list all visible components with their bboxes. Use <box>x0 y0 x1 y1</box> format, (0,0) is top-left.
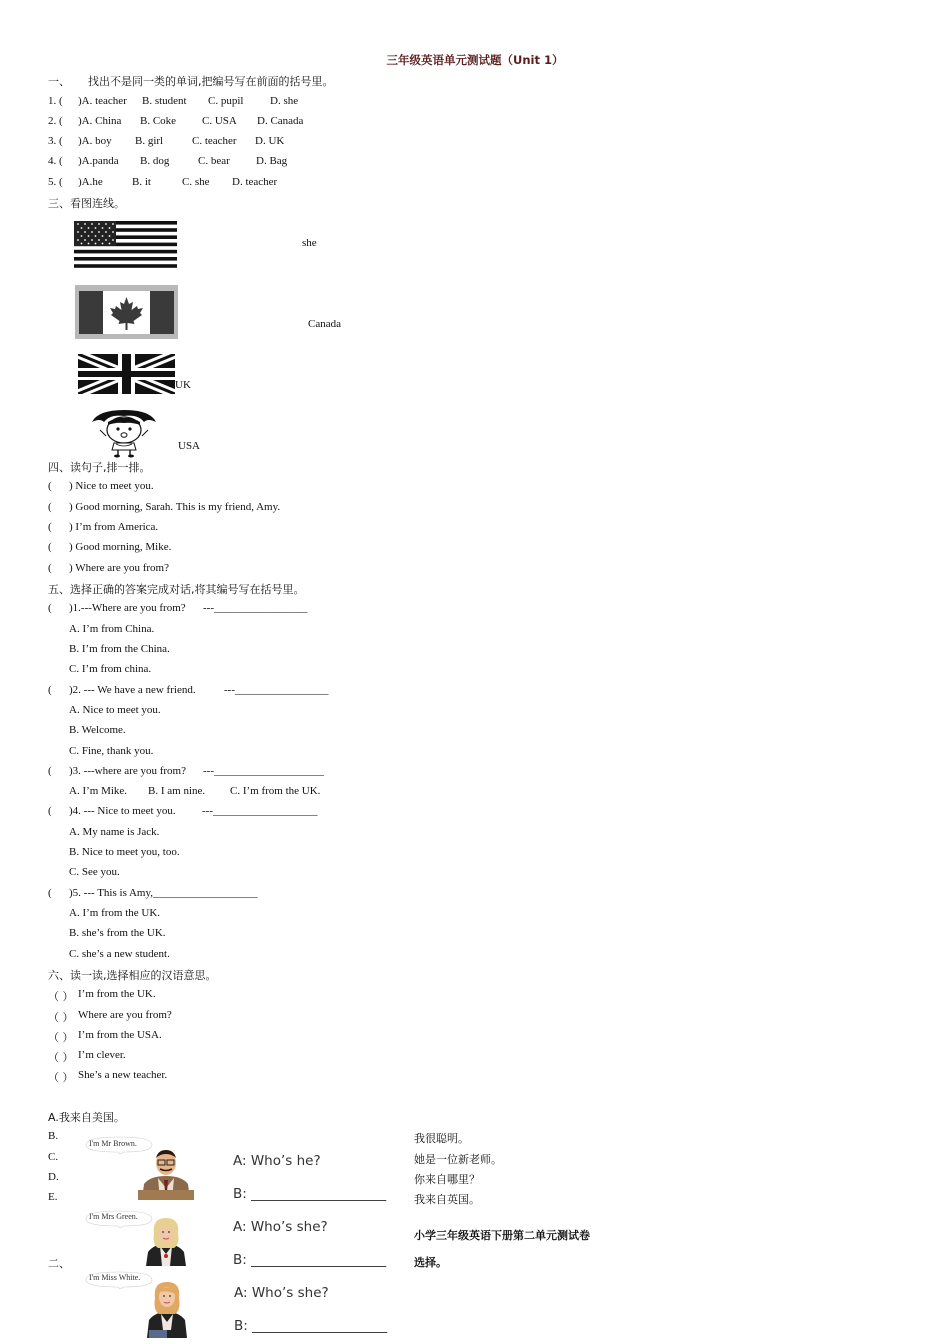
match-word-usa: USA <box>178 440 201 452</box>
dialog-question: A: Who’s she? <box>233 1219 328 1235</box>
uk-flag-image <box>78 354 175 394</box>
sec6-answer: 她是一位新老师。 <box>414 1153 502 1166</box>
sec6-answer: 我很聪明。 <box>414 1132 469 1145</box>
sec6-answer: 你来自哪里？ <box>414 1173 480 1186</box>
sec3-heading: 三、看图连线。 <box>48 197 125 210</box>
sec6-answer: 我来自英国。 <box>414 1193 480 1206</box>
dialog-question: A: Who’s she? <box>234 1285 329 1301</box>
mr-brown-image <box>136 1148 196 1200</box>
sec1-heading: 找出不是同一类的单词,把编号写在前面的括号里。 <box>88 75 334 88</box>
sec6-letter-d: D. <box>48 1171 59 1183</box>
sec6-letter-e: E. <box>48 1191 58 1203</box>
next-test-subtitle: 选择。 <box>414 1256 447 1269</box>
dialog-answer-line: B: ____________________ <box>233 1252 387 1268</box>
dialog-answer-line: B: ____________________ <box>234 1318 388 1334</box>
speech-bubble-text: I'm Mrs Green. <box>89 1212 138 1221</box>
girl-cartoon-image <box>88 408 160 458</box>
mrs-green-image <box>140 1218 192 1266</box>
sec6-heading: 六、读一读,选择相应的汉语意思。 <box>48 969 217 982</box>
speech-bubble-text: I'm Mr Brown. <box>89 1139 137 1148</box>
dialog-answer-line: B: ____________________ <box>233 1186 387 1202</box>
dialog-question: A: Who’s he? <box>233 1153 321 1169</box>
sec4-heading: 四、读句子,排一排。 <box>48 461 151 474</box>
usa-flag-image <box>74 221 177 268</box>
sec2-label: 二、 <box>48 1257 70 1270</box>
sec6-option-a: A.我来自美国。 <box>48 1111 125 1124</box>
sec6-letter-c: C. <box>48 1151 59 1163</box>
page-title: 三年级英语单元测试题（Unit 1） <box>386 53 564 67</box>
sec6-letter-b: B. <box>48 1130 59 1142</box>
match-word-she: she <box>302 237 317 249</box>
match-word-canada: Canada <box>308 318 341 330</box>
match-word-uk: UK <box>175 379 191 391</box>
sec5-heading: 五、选择正确的答案完成对话,将其编号写在括号里。 <box>48 583 305 596</box>
sec1-number: 一、 <box>48 75 70 88</box>
miss-white-image <box>143 1280 191 1338</box>
next-test-title: 小学三年级英语下册第二单元测试卷 <box>414 1229 590 1242</box>
canada-flag-image <box>75 285 178 339</box>
speech-bubble-text: I'm Miss White. <box>89 1273 141 1282</box>
